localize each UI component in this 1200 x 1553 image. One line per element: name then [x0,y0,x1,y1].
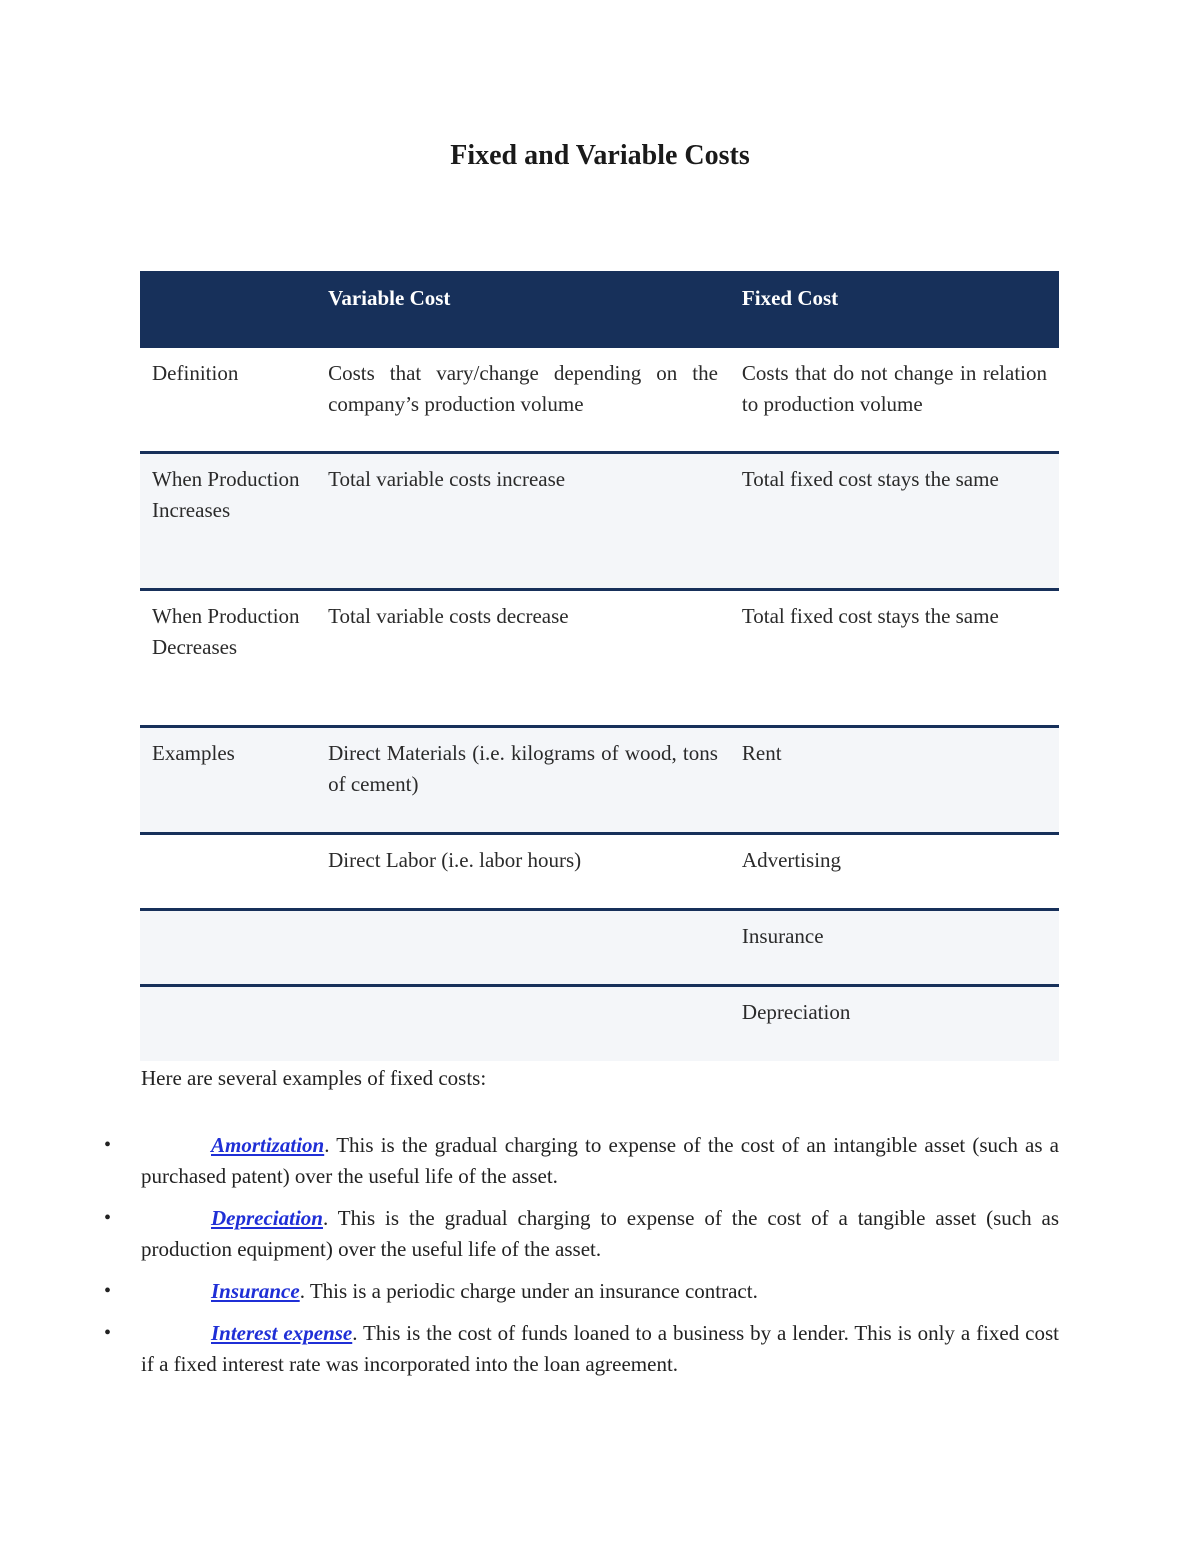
fixed-cost-cell: Depreciation [730,985,1059,1061]
insurance-link[interactable]: Insurance [211,1279,300,1303]
header-variable-cost: Variable Cost [316,271,730,348]
fixed-cost-cell: Advertising [741,847,842,872]
page-title: Fixed and Variable Costs [450,140,750,171]
bullet-text: . This is a periodic charge under an insurance contract. [299,1279,758,1303]
fixed-cost-cell: Rent [730,726,1059,833]
fixed-cost-cell: Total fixed cost stays the same [741,603,999,628]
header-cell-empty [140,271,316,348]
bullet-icon: • [104,1207,112,1229]
list-item [104,1318,1059,1380]
depreciation-link[interactable]: Depreciation [211,1206,323,1230]
row-label: When Production Increases [140,452,316,589]
bullet-text: . This is the cost of funds loaned to a business by a lender. This is only a fixed cost if a fixed interest rate was incorporated into the loan agreement. [141,1321,1059,1376]
fixed-cost-examples-list [104,1130,1059,1391]
fixed-cost-cell: Costs that do not change in relation to production volume [741,361,1047,416]
table-row [140,909,1059,985]
variable-cost-cell [316,985,730,1061]
table-row [140,985,1059,1061]
cost-comparison-table [140,271,1059,1061]
variable-cost-cell [316,909,730,985]
row-label: Examples [140,726,316,833]
variable-cost-cell: Total variable costs decrease [328,603,569,628]
table-header-row [140,271,1059,348]
bullet-icon: • [104,1280,112,1302]
intro-paragraph: Here are several examples of fixed costs: [141,1066,487,1090]
row-label [140,833,316,909]
table-row [140,833,1059,909]
amortization-link[interactable]: Amortization [211,1133,325,1157]
variable-cost-cell: Costs that vary/change depending on the company’s production volume [328,361,718,416]
list-item [104,1203,1059,1265]
interest-expense-link[interactable]: Interest expense [211,1321,353,1345]
row-label: Definition [152,361,239,385]
row-label [140,909,316,985]
table-row [140,452,1059,589]
fixed-cost-cell: Insurance [730,909,1059,985]
list-item [104,1130,1059,1192]
table-row [140,348,1059,452]
bullet-text: . This is the gradual charging to expense of the cost of an intangible asset (such as a purchased patent) over the useful life of the asset. [141,1133,1059,1188]
fixed-cost-cell: Total fixed cost stays the same [730,452,1059,589]
table-row [140,589,1059,726]
row-label [140,985,316,1061]
variable-cost-cell: Direct Materials (i.e. kilograms of wood, tons of cement) [316,726,730,833]
table-row [140,726,1059,833]
bullet-text: . This is the gradual charging to expense of the cost of a tangible asset (such as production equipment) over the useful life of the asset. [141,1206,1059,1261]
header-fixed-cost: Fixed Cost [730,271,1059,348]
variable-cost-cell: Direct Labor (i.e. labor hours) [328,847,582,872]
bullet-icon: • [104,1134,112,1156]
row-label: When Production Decreases [152,603,300,659]
list-item [104,1276,1059,1307]
bullet-icon: • [104,1322,112,1344]
variable-cost-cell: Total variable costs increase [316,452,730,589]
